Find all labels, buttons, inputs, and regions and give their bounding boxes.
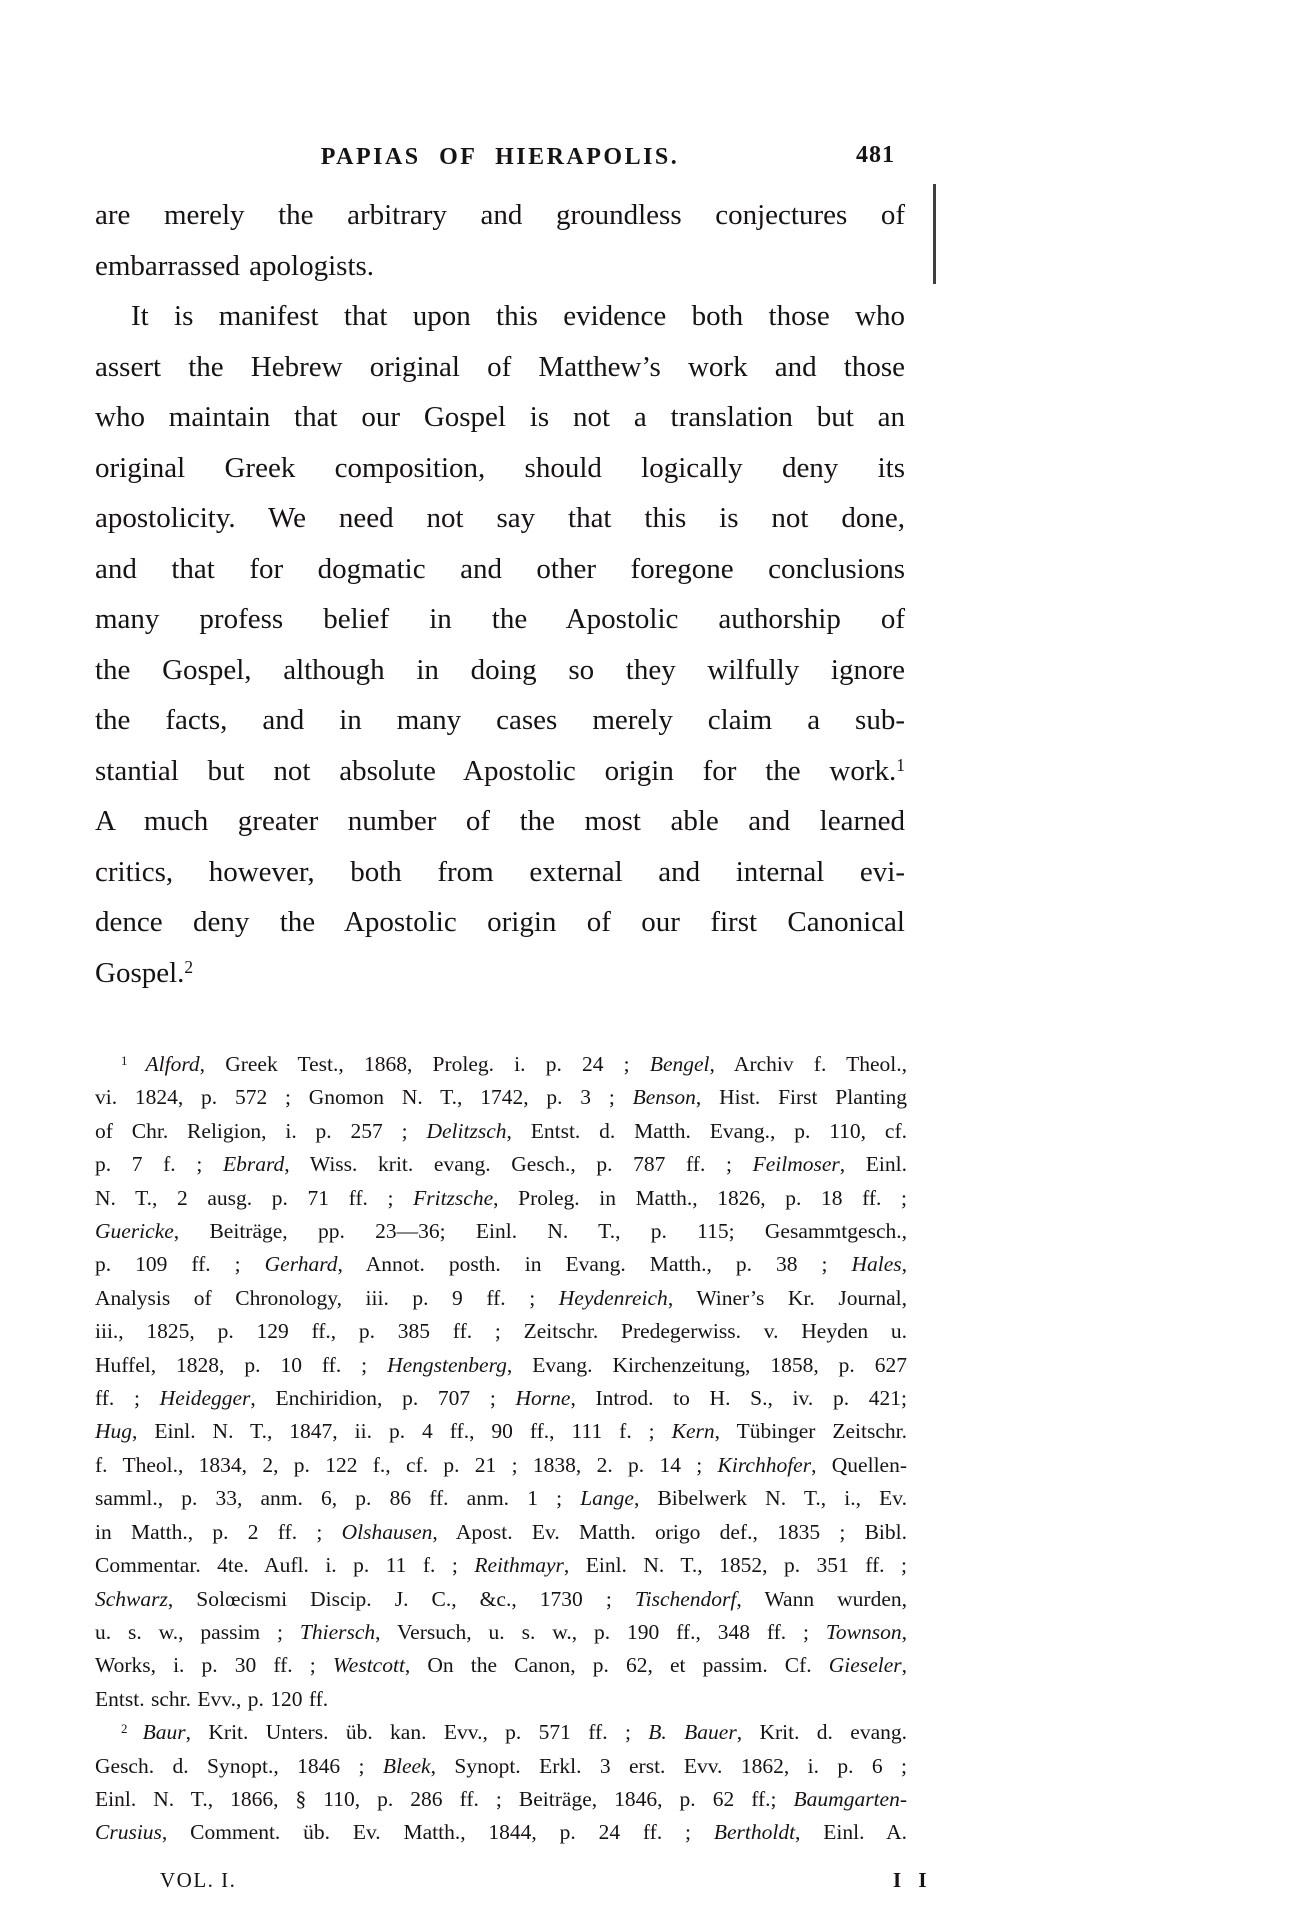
text-segment: , Greek Test., 1868, Proleg. i. p. 24 ; <box>199 1052 650 1076</box>
text-segment: Analysis of Chronology, iii. p. 9 ff. ; <box>95 1285 559 1310</box>
text-segment: f. Theol., 1834, 2, p. 122 f., cf. p. 21 ; 1838, 2. p. 14 ; <box>95 1452 718 1477</box>
text-segment: ff. ; <box>95 1386 160 1411</box>
text-segment: u. s. w., passim ; <box>95 1619 300 1644</box>
text-segment: Gospel. <box>95 956 185 989</box>
text-segment: , Apost. Ev. Matth. origo def., 1835 ; Bibl. <box>432 1519 908 1544</box>
text-line <box>95 544 905 595</box>
text-line <box>95 1649 907 1682</box>
text-segment: Ebrard <box>222 1152 285 1177</box>
text-segment: p. 109 ff. ; <box>95 1252 265 1277</box>
text-line <box>95 1182 907 1215</box>
text-segment: the facts, and in many cases merely claim a sub- <box>95 704 905 736</box>
text-segment: It is manifest that upon this evidence both those who <box>131 300 905 332</box>
text-segment: Heidegger <box>159 1386 251 1411</box>
page-number: 481 <box>856 142 895 168</box>
text-segment: , Winer’s Kr. Journal, <box>667 1285 908 1310</box>
text-segment: who maintain that our Gospel is not a translation but an <box>95 401 905 433</box>
text-segment: Einl. N. T., 1866, § 110, p. 286 ff. ; Beiträge, 1846, p. 62 ff.; <box>95 1786 794 1811</box>
text-line <box>95 796 905 847</box>
text-segment: , Archiv f. Theol., <box>709 1052 908 1076</box>
text-segment: Hug <box>95 1419 133 1444</box>
text-segment: , <box>901 1619 907 1644</box>
text-segment: Hengstenberg <box>387 1352 507 1377</box>
text-segment: samml., p. 33, anm. 6, p. 86 ff. anm. 1 ; <box>95 1486 581 1511</box>
text-segment: iii., 1825, p. 129 ff., p. 385 ff. ; Zeitschr. Predegerwiss. v. Heyden u. <box>95 1319 907 1344</box>
text-segment: Westcott <box>332 1653 405 1678</box>
text-segment: , Enchiridion, p. 707 ; <box>250 1386 516 1411</box>
text-segment: dence deny the Apostolic origin of our first Canonical <box>95 906 905 938</box>
text-segment: , <box>901 1653 907 1678</box>
text-segment: Gesch. d. Synopt., 1846 ; <box>95 1753 383 1778</box>
text-segment: Commentar. 4te. Aufl. i. p. 11 f. ; <box>95 1553 475 1578</box>
text-line <box>95 1783 907 1816</box>
text-segment: Schwarz <box>95 1586 168 1611</box>
text-segment: in Matth., p. 2 ff. ; <box>95 1519 342 1544</box>
text-segment: Reithmayr <box>474 1553 564 1578</box>
text-segment: Bengel <box>649 1052 710 1076</box>
text-segment: Tischendorf <box>634 1586 737 1611</box>
text-segment: , Wann wurden, <box>736 1586 907 1611</box>
text-segment: Feilmoser <box>752 1152 840 1177</box>
text-line <box>95 1482 907 1515</box>
text-segment: A much greater number of the most able and learned <box>95 805 905 837</box>
text-segment: , Entst. d. Matth. Evang., p. 110, cf. <box>506 1118 907 1143</box>
text-segment: Huffel, 1828, p. 10 ff. ; <box>95 1352 388 1377</box>
text-segment: , Introd. to H. S., iv. p. 421; <box>570 1386 907 1411</box>
footnote-1 <box>95 1048 907 1716</box>
text-line <box>95 1616 907 1649</box>
text-line <box>95 1315 907 1348</box>
text-segment: the Gospel, although in doing so they wilfully ignore <box>95 653 905 686</box>
text-segment: , Einl. N. T., 1852, p. 351 ff. ; <box>563 1553 907 1578</box>
text-line <box>95 241 905 292</box>
text-line <box>95 1349 907 1382</box>
text-line <box>95 1081 907 1114</box>
text-segment: Bertholdt <box>713 1820 796 1845</box>
text-line <box>95 1716 907 1749</box>
text-segment: , Krit. Unters. üb. kan. Evv., p. 571 ff. ; <box>185 1720 649 1745</box>
text-line <box>95 1215 907 1248</box>
text-segment: , Comment. üb. Ev. Matth., 1844, p. 24 ff. ; <box>161 1820 714 1845</box>
text-segment: original Greek composition, should logically deny its <box>95 451 905 484</box>
text-segment: , Annot. posth. in Evang. Matth., p. 38 ; <box>337 1252 852 1277</box>
text-segment: Horne <box>515 1386 571 1411</box>
text-line <box>95 1282 907 1315</box>
text-segment: Bleek <box>382 1753 431 1778</box>
text-segment: Delitzsch <box>426 1118 507 1143</box>
text-line <box>95 847 905 898</box>
body-text <box>95 190 905 998</box>
text-line <box>95 695 905 746</box>
text-segment: Townson <box>825 1619 902 1644</box>
text-line <box>95 645 905 696</box>
text-segment: critics, however, both from external and internal evi- <box>95 855 905 888</box>
text-segment: , Einl. N. T., 1847, ii. p. 4 ff., 90 ff., 111 f. ; <box>132 1419 672 1444</box>
text-segment: Olshausen <box>341 1519 433 1544</box>
text-segment: Benson <box>632 1085 696 1110</box>
paragraph-continuation <box>95 190 905 291</box>
text-line <box>95 493 905 544</box>
signature-mark: I I <box>893 1868 933 1892</box>
text-segment: , Beiträge, pp. 23—36; Einl. N. T., p. 115; Gesammtgesch., <box>173 1219 907 1244</box>
text-segment: Kirchhofer <box>717 1452 812 1477</box>
text-segment: Lange <box>580 1486 634 1511</box>
running-header-title: PAPIAS OF HIERAPOLIS. <box>320 144 680 170</box>
text-segment: , Krit. d. evang. <box>736 1720 908 1745</box>
text-segment: , Hist. First Planting <box>695 1085 907 1110</box>
text-line <box>95 1048 907 1081</box>
text-segment: Crusius <box>95 1820 162 1845</box>
scan-artifact-line <box>933 184 936 284</box>
text-line <box>95 392 905 443</box>
text-segment: Fritzsche <box>413 1185 494 1210</box>
footnotes-block <box>95 1048 907 1850</box>
text-segment: , Bibelwerk N. T., i., Ev. <box>633 1486 907 1511</box>
text-segment: Guericke <box>95 1219 174 1244</box>
text-line <box>95 897 905 948</box>
text-segment: Gerhard <box>264 1252 338 1277</box>
text-segment: Baumgarten- <box>793 1786 907 1811</box>
footnote-2 <box>95 1716 907 1850</box>
text-segment: stantial but not absolute Apostolic origin for the work. <box>95 754 897 787</box>
paragraph-main <box>95 291 905 998</box>
text-line <box>95 1382 907 1415</box>
text-segment: , Versuch, u. s. w., p. 190 ff., 348 ff. ; <box>375 1619 826 1644</box>
text-line <box>95 1816 907 1849</box>
text-segment: Alford <box>145 1052 200 1076</box>
text-line <box>95 443 905 494</box>
text-segment: Works, i. p. 30 ff. ; <box>95 1653 333 1678</box>
text-segment: of Chr. Religion, i. p. 257 ; <box>95 1118 427 1143</box>
text-segment: , Proleg. in Matth., 1826, p. 18 ff. ; <box>493 1185 907 1210</box>
text-segment: Kern <box>671 1419 715 1444</box>
text-line <box>95 746 905 797</box>
footnote-marker: 1 <box>896 754 905 775</box>
text-segment: apostolicity. We need not say that this is not done, <box>95 502 905 534</box>
text-line <box>95 1248 907 1281</box>
text-segment: , Quellen- <box>811 1452 907 1477</box>
text-segment: Entst. schr. Evv., p. 120 ff. <box>95 1686 329 1711</box>
text-line <box>95 342 905 393</box>
text-line <box>95 1750 907 1783</box>
text-segment: vi. 1824, p. 572 ; Gnomon N. T., 1742, p. 3 ; <box>95 1085 633 1110</box>
volume-label: VOL. I. <box>160 1868 237 1892</box>
text-segment: are merely the arbitrary and groundless conjectures of <box>95 199 905 231</box>
text-segment: many profess belief in the Apostolic authorship of <box>95 603 905 635</box>
text-segment: and that for dogmatic and other foregone conclusions <box>95 552 905 585</box>
footnote-marker: 2 <box>121 1721 143 1736</box>
text-segment: , Einl. A. <box>795 1820 907 1845</box>
text-line <box>95 1148 907 1181</box>
text-line <box>95 948 905 999</box>
text-line <box>95 1115 907 1148</box>
text-segment: Gieseler <box>828 1653 902 1678</box>
text-segment: N. T., 2 ausg. p. 71 ff. ; <box>95 1185 414 1210</box>
text-line <box>95 1415 907 1448</box>
text-segment: , Tübinger Zeitschr. <box>714 1419 907 1444</box>
text-segment: , <box>901 1252 908 1277</box>
text-segment: Hales <box>851 1252 902 1277</box>
text-line <box>95 291 905 342</box>
text-segment: , On the Canon, p. 62, et passim. Cf. <box>404 1653 829 1678</box>
text-segment: , Einl. <box>839 1152 907 1177</box>
text-segment: embarrassed apologists. <box>95 249 375 282</box>
text-line <box>95 1583 907 1616</box>
text-segment: , Solœcismi Discip. J. C., &c., 1730 ; <box>167 1586 635 1611</box>
text-segment: Heydenreich <box>558 1285 668 1310</box>
text-segment: p. 7 f. ; <box>95 1152 223 1177</box>
text-segment: , Wiss. krit. evang. Gesch., p. 787 ff. ; <box>284 1152 753 1177</box>
text-segment: B. Bauer <box>648 1720 737 1745</box>
footnote-marker: 2 <box>184 956 194 977</box>
text-segment: Thiersch <box>299 1619 376 1644</box>
text-line <box>95 1549 907 1582</box>
text-line <box>95 190 905 241</box>
footnote-marker: 1 <box>121 1053 146 1068</box>
text-line <box>95 594 905 645</box>
text-line <box>95 1683 907 1716</box>
text-segment: Baur <box>142 1720 186 1745</box>
text-line <box>95 1449 907 1482</box>
text-segment: assert the Hebrew original of Matthew’s work and those <box>95 350 905 383</box>
text-line <box>95 1516 907 1549</box>
text-segment: , Synopt. Erkl. 3 erst. Evv. 1862, i. p. 6 ; <box>430 1753 907 1778</box>
text-segment: , Evang. Kirchenzeitung, 1858, p. 627 <box>506 1352 908 1377</box>
